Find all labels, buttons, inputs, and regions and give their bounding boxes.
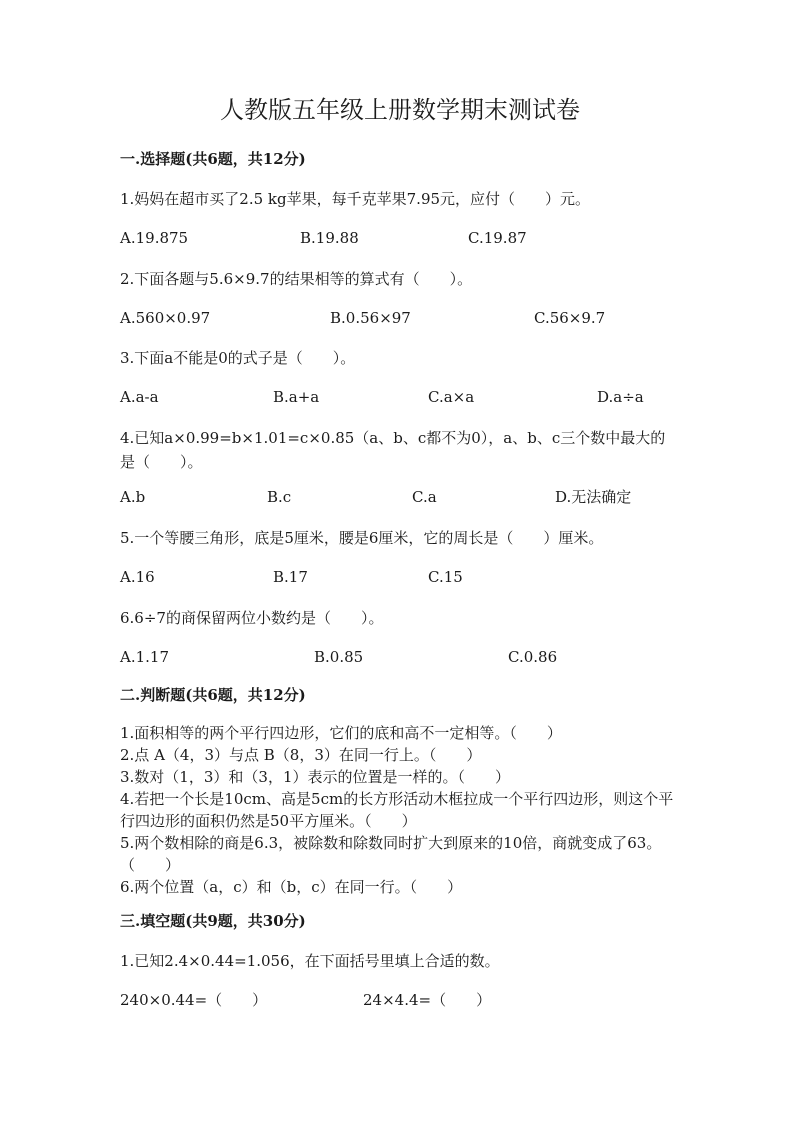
choice-question-5: 5.一个等腰三角形，底是5厘米，腰是6厘米，它的周长是（ ）厘米。	[120, 529, 604, 547]
choice-question-2: 2.下面各题与5.6×9.7的结果相等的算式有（ ）。	[120, 270, 473, 288]
choice-option: B.a+a	[273, 388, 320, 406]
choice-option: C.0.86	[508, 648, 558, 666]
choice-question-3: 3.下面a不能是0的式子是（ ）。	[120, 349, 356, 367]
fill-blank-item: 24×4.4=（ ）	[363, 991, 492, 1009]
choice-option: C.a	[412, 488, 437, 506]
choice-option: C.15	[428, 568, 463, 586]
choice-option: A.19.875	[120, 229, 189, 247]
choice-option: A.16	[120, 568, 155, 586]
choice-option: C.56×9.7	[534, 309, 606, 327]
choice-question-4: 4.已知a×0.99=b×1.01=c×0.85（a、b、c都不为0），a、b、c三个数中最大的是（ ）。	[120, 429, 666, 471]
judgment-item-4: 4.若把一个长是10cm、高是5cm的长方形活动木框拉成一个平行四边形，则这个平行四边形的面积仍然是50平方厘米。（ ）	[120, 790, 674, 830]
choice-option: D.a÷a	[597, 388, 644, 406]
choice-option: B.0.56×97	[330, 309, 411, 327]
choice-question-6: 6.6÷7的商保留两位小数约是（ ）。	[120, 609, 384, 627]
choice-option: B.17	[273, 568, 308, 586]
section-heading-fill-blank: 三.填空题(共9题，共30分)	[120, 912, 306, 930]
judgment-item-1: 1.面积相等的两个平行四边形，它们的底和高不一定相等。（ ）	[120, 724, 562, 742]
section-heading-choice: 一.选择题(共6题，共12分)	[120, 150, 306, 168]
judgment-item-3: 3.数对（1，3）和（3，1）表示的位置是一样的。（ ）	[120, 768, 510, 786]
choice-option: B.c	[267, 488, 292, 506]
exam-title: 人教版五年级上册数学期末测试卷	[220, 96, 580, 124]
choice-question-1: 1.妈妈在超市买了2.5 kg苹果，每千克苹果7.95元，应付（ ）元。	[120, 190, 591, 208]
judgment-item-6: 6.两个位置（a，c）和（b，c）在同一行。（ ）	[120, 878, 463, 896]
choice-option: A.560×0.97	[120, 309, 211, 327]
fill-question-1: 1.已知2.4×0.44=1.056，在下面括号里填上合适的数。	[120, 952, 500, 970]
choice-option: D.无法确定	[555, 488, 632, 506]
judgment-item-2: 2.点 A（4，3）与点 B（8，3）在同一行上。（ ）	[120, 746, 482, 764]
judgment-item-5: 5.两个数相除的商是6.3，被除数和除数同时扩大到原来的10倍，商就变成了63。（ ）	[120, 834, 662, 874]
choice-option: C.a×a	[428, 388, 475, 406]
choice-option: C.19.87	[468, 229, 527, 247]
choice-option: B.0.85	[314, 648, 364, 666]
choice-option: A.a-a	[120, 388, 159, 406]
choice-option: B.19.88	[300, 229, 359, 247]
choice-option: A.1.17	[120, 648, 169, 666]
section-heading-judgment: 二.判断题(共6题，共12分)	[120, 686, 306, 704]
fill-blank-item: 240×0.44=（ ）	[120, 991, 268, 1009]
choice-option: A.b	[120, 488, 146, 506]
